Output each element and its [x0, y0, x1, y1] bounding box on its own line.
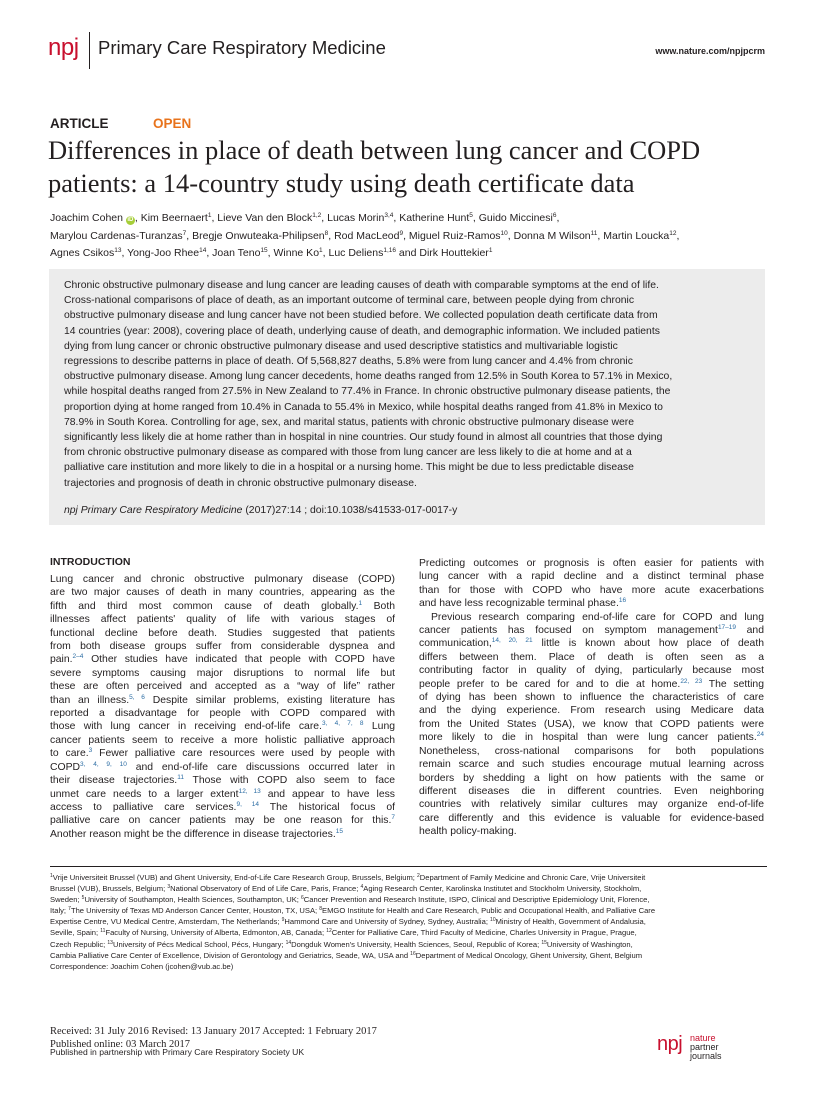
abstract-line: Cross-national comparisons of place of death, as an important outcome of terminal care, between people dying from chronic: [64, 295, 635, 307]
author-line: Joachim Cohen iD , Kim Beernaert$^1$, Lieve Van den Block$^{1,2}$, Lucas Morin$^{3,4}$, Katherine Hunt$^5$, Guido Miccinesi$^6$,: [50, 212, 560, 224]
body-line: cancer patients has focused on symptom management$^{17-19}$ and: [419, 624, 764, 637]
abstract-line: Chronic obstructive pulmonary disease and lung cancer are leading causes of death with comparable symptoms at the end of life.: [64, 280, 659, 291]
journal-logo[interactable]: npj: [48, 34, 79, 61]
citation-line: [64, 505, 457, 516]
article-title: [48, 134, 788, 200]
reference-link[interactable]: 3, 4, 7, 8: [321, 720, 364, 728]
abstract-text: [64, 278, 748, 491]
reference-link[interactable]: 17–19: [717, 624, 737, 632]
body-line: and have less recognizable terminal phase.$^{16}$: [419, 597, 627, 610]
affiliation-divider: [50, 866, 767, 867]
affiliation-line: Cambia Palliative Care Center of Excellence, Division of Gerontology and Geriatrics, Seade, WA, USA and $^{16}$Department of Medical Oncology, Ghent University, Ghent, Belgium: [50, 950, 643, 960]
footer-npj-logo: npj: [657, 1033, 683, 1055]
received-dates: Received: 31 July 2016 Revised: 13 January 2017 Accepted: 1 February 2017: [50, 1026, 377, 1037]
abstract-line: palliative care institution and more likely to die in a hospital or a nursing home. This might be due to less predictable disease: [64, 462, 634, 474]
body-line: Lung cancer and chronic obstructive pulmonary disease (COPD): [50, 574, 395, 585]
abstract-line: regressions to describe patterns in place of death. Of 5,568,827 deaths, 5.8% were from lung cancer and 4.4% from chronic: [64, 356, 633, 368]
author-line: Agnes Csikos$^{13}$, Yong-Joo Rhee$^{14}$, Joan Teno$^{15}$, Winne Ko$^1$, Luc Deliens$^{1,16}$ and Dirk Houttekier$^1$: [50, 247, 493, 260]
reference-link[interactable]: 5, 6: [129, 693, 145, 701]
body-line: countries with relatively similar cultures may organize end-of-life: [419, 799, 764, 811]
citation-doi[interactable]: (2017)27:14 ; doi:10.1038/s41533-017-0017-y: [242, 505, 458, 516]
affiliation-line: Brussel (VUB), Brussels, Belgium; $^3$National Observatory of End of Life Care, Paris, France; $^4$Aging Research Center, Karolinska Institutet and Stockholm University, Stockholm,: [50, 884, 642, 894]
body-line: cancer patients seem to receive a more holistic palliative approach: [50, 734, 395, 746]
reference-link[interactable]: 16: [618, 597, 627, 605]
abstract-line: 14 countries (year: 2008), covering place of death, underlying cause of death, and demographic information. We included patients: [64, 325, 660, 337]
body-line: Predicting outcomes or prognosis is often easier for patients with: [419, 558, 764, 569]
body-line: borders by shedding a light on how patients with the same or: [419, 772, 764, 784]
abstract-line: significantly less likely die at home rather than in hospital in nine countries. Our study found in almost all countries that those dying: [64, 432, 663, 444]
abstract-line: dying from lung cancer or chronic obstructive pulmonary disease and used descriptive statistics and multivariable logistic: [64, 340, 618, 352]
reference-link[interactable]: 3: [88, 747, 93, 755]
body-line: from both disease groups suffer from considerable dyspnea and: [50, 641, 395, 653]
article-type-label: ARTICLE: [50, 116, 109, 131]
citation-journal: npj Primary Care Respiratory Medicine: [64, 505, 243, 516]
body-line: more likely to die in hospital than were lung cancer patients.$^{24}$: [419, 731, 764, 744]
journal-name: Primary Care Respiratory Medicine: [98, 37, 386, 58]
body-line: Another reason might be the difference in disease trajectories.$^{15}$: [50, 827, 343, 840]
body-line: of dying has been shown to influence the characteristics of care: [419, 692, 764, 704]
body-line: those with lung cancer in receiving end-of-life care.$^{3, 4, 7, 8}$ Lung: [50, 720, 395, 733]
body-column-right: [419, 557, 764, 839]
author-list: [50, 210, 770, 263]
body-line: remain scarce and such studies encourage mutual learning across: [419, 759, 764, 771]
reference-link[interactable]: 11: [177, 774, 184, 782]
body-line: communication,$^{14, 20, 21}$ little is known about how place of death: [419, 637, 764, 650]
affiliation-line: Czech Republic; $^{13}$University of Pécs Medical School, Pécs, Hungary; $^{14}$Dongduk Women's University, Health Sciences, Seoul, Republic of Korea; $^{15}$University of Washington,: [50, 939, 633, 949]
body-line: fifth and third most common cause of death globally.$^1$ Both: [50, 599, 395, 612]
body-line: from the United States (USA), we know that COPD patients were: [419, 718, 764, 730]
affiliation-line: $^1$Vrije Universiteit Brussel (VUB) and Ghent University, End-of-Life Care Research Group, Brussels, Belgium; $^2$Department of Family Medicine and Chronic Care, Vrije Universiteit: [50, 873, 646, 882]
nature-partner-journals-logo: nature partner journals: [690, 1033, 722, 1061]
reference-link[interactable]: 12, 13: [238, 787, 261, 795]
body-line: and the dying experience. From research using Medicare data: [419, 705, 764, 717]
reference-link[interactable]: 22, 23: [680, 677, 703, 685]
reference-link[interactable]: 2–4: [72, 653, 84, 661]
footer-partnership: Published in partnership with Primary Care Respiratory Society UK: [50, 1047, 305, 1057]
affiliation-line: Sweden; $^5$University of Southampton, Health Sciences, Southampton, UK; $^6$Cancer Prevention and Research Institute, ISPO, Clinical and Descriptive Epidemiology Unit, Florence,: [50, 895, 650, 905]
body-line: care differently and this evidence is valuable for evidence-based: [419, 812, 764, 824]
body-line: access to palliative care services.$^{9, 14}$ The historical focus of: [50, 800, 395, 813]
title-line: patients: a 14-country study using death certificate data: [48, 168, 635, 198]
affiliation-line: Italy; $^7$The University of Texas MD Anderson Cancer Center, Houston, TX, USA; $^8$EMGO Institute for Health and Care Research, Public and Occupational Health, and Palliative Care: [50, 906, 656, 916]
body-line: differs between them. Place of death is often seen as a: [419, 651, 764, 663]
body-line: to care.$^3$ Fewer palliative care resources were used by people with: [50, 747, 396, 760]
body-line: health policy-making.: [419, 826, 517, 838]
affiliation-line: Seville, Spain; $^{11}$Faculty of Nursing, University of Alberta, Edmonton, AB, Canada; $^{12}$Center for Palliative Care, Third Faculty of Medicine, Charles University in Prague, Prague,: [50, 928, 637, 938]
body-line: reported a disadvantage for people with COPD compared with: [50, 708, 395, 720]
body-line: different diseases die in different countries. Even neighboring: [419, 785, 764, 797]
body-line: illnesses affect patients' quality of life with various stages of: [50, 614, 395, 626]
reference-link[interactable]: 24: [756, 731, 764, 739]
abstract-line: while hospital deaths ranged from 27.5% in New Zealand to 77.4% in France. In chronic obstructive pulmonary disease patients, the: [64, 386, 671, 398]
body-column-left: [50, 573, 395, 841]
reference-link[interactable]: 9, 14: [236, 800, 259, 808]
body-line: unmet care needs to a larger extent$^{12, 13}$ and appear to have less: [50, 787, 395, 800]
body-line: than an illness.$^{5, 6}$ Despite similar problems, existing literature has: [50, 693, 395, 706]
body-line: than for those with COPD who have more acute exacerbations: [419, 584, 764, 596]
body-line: their disease trajectories.$^{11}$ Those with COPD also seem to face: [50, 774, 395, 787]
body-line: Previous research comparing end-of-life care for COPD and lung: [431, 611, 764, 623]
abstract-line: from chronic obstructive pulmonary disease as compared with those from lung cancer are less likely to die at home and at a: [64, 447, 632, 459]
body-line: contributing factor in quality of dying, particularly because most: [419, 665, 764, 677]
body-line: functional decline before death. Studies suggested that patients: [50, 627, 395, 639]
reference-link[interactable]: 7: [391, 814, 395, 822]
published-date: Published online: 03 March 2017: [50, 1039, 190, 1050]
body-line: people prefer to be cared for and to die at home.$^{22, 23}$ The setting: [419, 677, 764, 690]
journal-url-link[interactable]: www.nature.com/npjpcrm: [655, 46, 765, 56]
body-line: COPD$^{3, 4, 9, 10}$ and end-of-life care discussions occurred later in: [50, 760, 395, 773]
reference-link[interactable]: 15: [335, 827, 343, 835]
affiliations: [50, 872, 767, 972]
header-divider: [89, 32, 90, 69]
reference-link[interactable]: 14, 20, 21: [491, 637, 533, 645]
body-line: lung cancer with a rapid decline and a distinct terminal phase: [419, 571, 764, 583]
body-line: palliative care on cancer patients may be one reason for this.$^7$: [50, 814, 395, 827]
reference-link[interactable]: 3, 4, 9, 10: [80, 760, 127, 768]
open-access-badge: OPEN: [153, 116, 192, 131]
abstract-line: 78.9% in South Korea. Controlling for age, sex, and marital status, patients with chronic obstructive pulmonary disease were: [64, 416, 635, 428]
body-line: Nonetheless, cross-national comparisons for both populations: [419, 745, 764, 757]
affiliation-line: Expertise Centre, VU Medical Centre, Amsterdam, The Netherlands; $^9$Hammond Care and University of Sydney, Sydney, Australia; $^{10}$Ministry of Health, Government of Andalusia,: [50, 917, 646, 927]
abstract-line: obstructive pulmonary disease and lung cancer have not been studied before. We collected population death certificate data from: [64, 310, 658, 322]
reference-link[interactable]: 1: [358, 599, 363, 607]
body-line: pain.$^{2-4}$ Other studies have indicated that people with COPD have: [50, 653, 395, 666]
body-line: are two major causes of death in many countries, appearing as the: [50, 587, 395, 599]
abstract-line: trajectories and prognosis of death in chronic obstructive pulmonary disease.: [64, 477, 417, 489]
section-heading-introduction: INTRODUCTION: [50, 556, 131, 568]
title-line: Differences in place of death between lung cancer and COPD: [48, 135, 701, 165]
abstract-line: obstructive pulmonary disease. Among lung cancer decedents, home deaths ranged from 12.5% in South Korea to 57.1% in Mexico,: [64, 371, 673, 383]
body-line: these are often perceived and accepted as a “way of life” rather: [50, 681, 395, 693]
body-line: severe symptoms causing major disruptions to normal life but: [50, 667, 395, 679]
affiliation-line: Correspondence: Joachim Cohen (jcohen@vub.ac.be): [50, 961, 234, 971]
orcid-icon[interactable]: iD: [127, 217, 134, 223]
author-line: Marylou Cardenas-Turanzas$^7$, Bregje Onwuteaka-Philipsen$^8$, Rod MacLeod$^9$, Miguel Ruiz-Ramos$^{10}$, Donna M Wilson$^{11}$, Martin Loucka$^{12}$,: [50, 229, 680, 242]
abstract-line: proportion dying at home ranged from 10.4% in Canada to 55.4% in Mexico, while hospital deaths ranged from 41.8% in Mexico to: [64, 401, 663, 413]
